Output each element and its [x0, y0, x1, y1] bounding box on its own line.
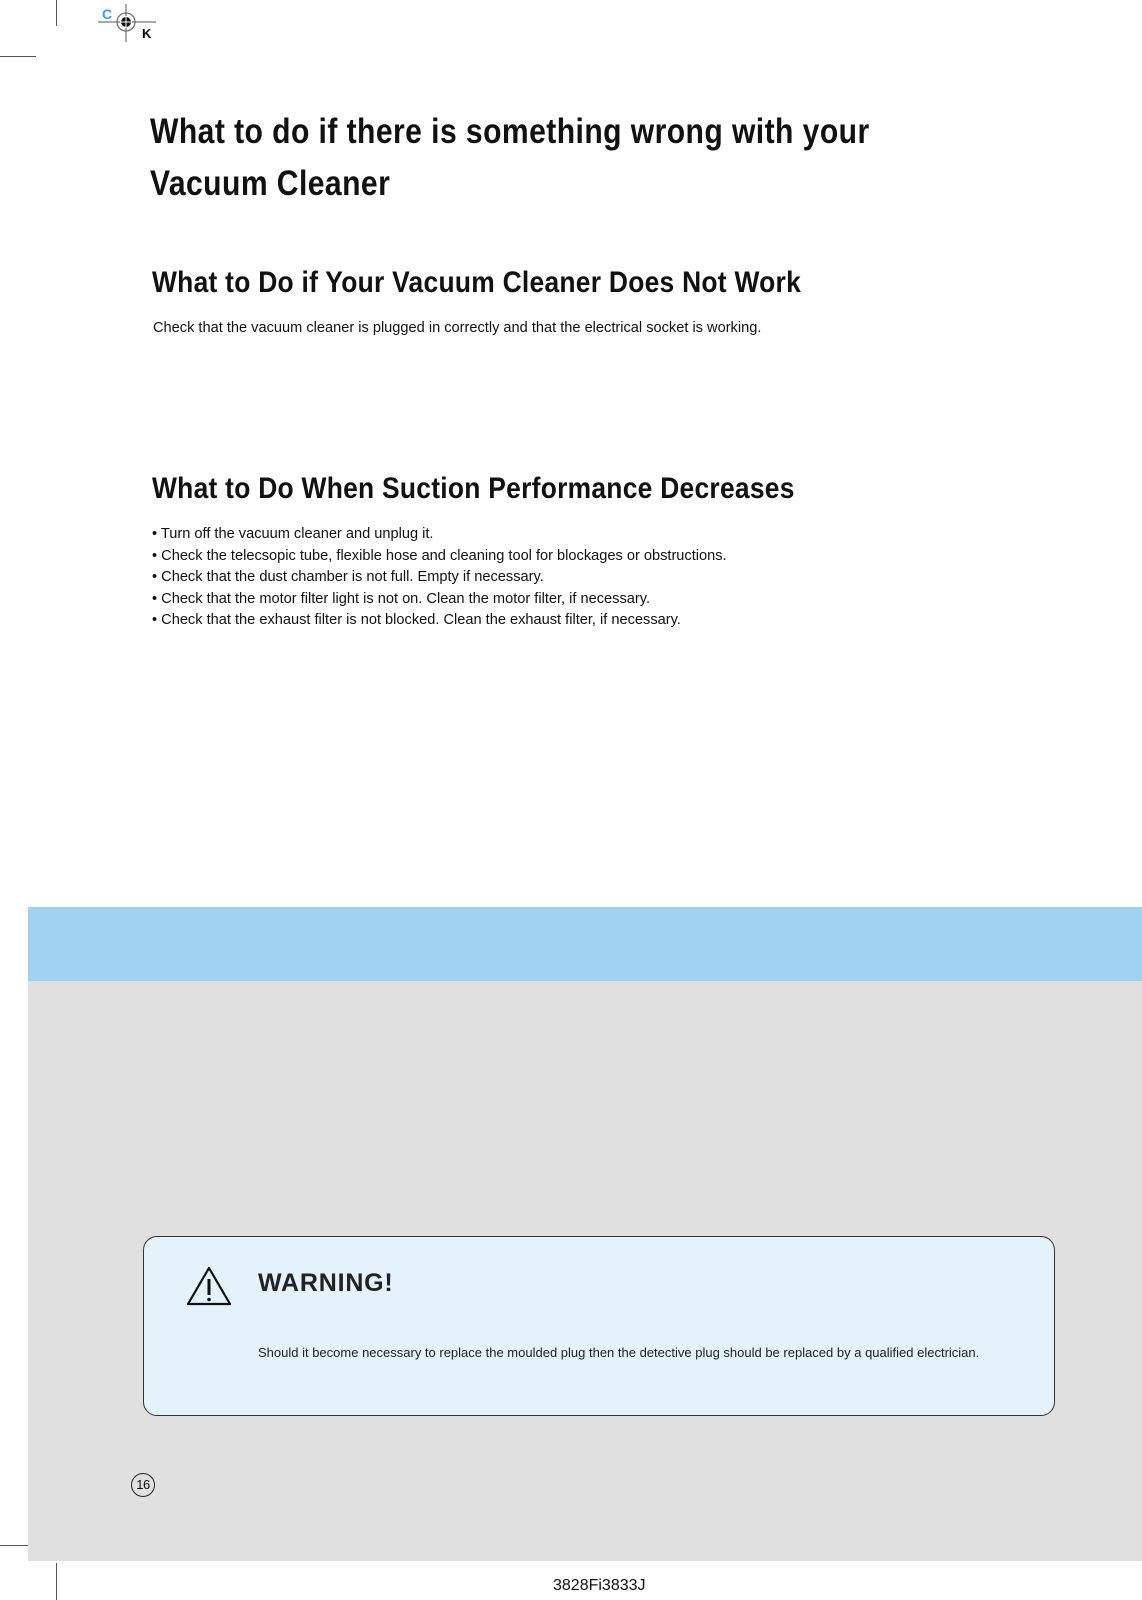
page-title	[150, 106, 924, 210]
crop-mark-top-vertical	[56, 0, 57, 26]
section-heading-not-work: What to Do if Your Vacuum Cleaner Does Not Work	[152, 266, 802, 299]
suction-checklist	[152, 524, 727, 632]
crop-mark-top-horizontal	[0, 56, 36, 57]
crop-mark-bottom-horizontal	[0, 1545, 30, 1546]
page-number: 16	[131, 1473, 155, 1497]
blue-band	[28, 907, 1142, 981]
list-item: • Check that the exhaust filter is not blocked. Clean the exhaust filter, if necessary.	[152, 612, 681, 628]
page-title-line-2: Vacuum Cleaner	[150, 164, 391, 203]
section-text-not-work: Check that the vacuum cleaner is plugged in correctly and that the electrical socket is working.	[153, 320, 762, 336]
warning-title: WARNING!	[258, 1269, 394, 1297]
section-heading-suction: What to Do When Suction Performance Decreases	[152, 472, 795, 505]
crop-mark-bottom-vertical	[56, 1563, 57, 1600]
list-item: • Check that the motor filter light is not on. Clean the motor filter, if necessary.	[152, 590, 651, 607]
registration-mark	[96, 4, 160, 44]
warning-box	[143, 1236, 1055, 1416]
document-code: 3828Fi3833J	[553, 1577, 646, 1594]
list-item: • Check that the dust chamber is not full. Empty if necessary.	[152, 569, 544, 585]
warning-text: Should it become necessary to replace the moulded plug then the detective plug should be replaced by a qualified electrician.	[258, 1345, 980, 1360]
list-item: • Check the telecsopic tube, flexible hose and cleaning tool for blockages or obstructions.	[152, 547, 727, 564]
registration-c-label: C	[102, 6, 113, 22]
warning-triangle-icon	[186, 1265, 232, 1307]
list-item: • Turn off the vacuum cleaner and unplug it.	[152, 526, 434, 542]
registration-k-label: K	[142, 26, 152, 41]
page-title-line-1: What to do if there is something wrong with your	[150, 112, 870, 151]
